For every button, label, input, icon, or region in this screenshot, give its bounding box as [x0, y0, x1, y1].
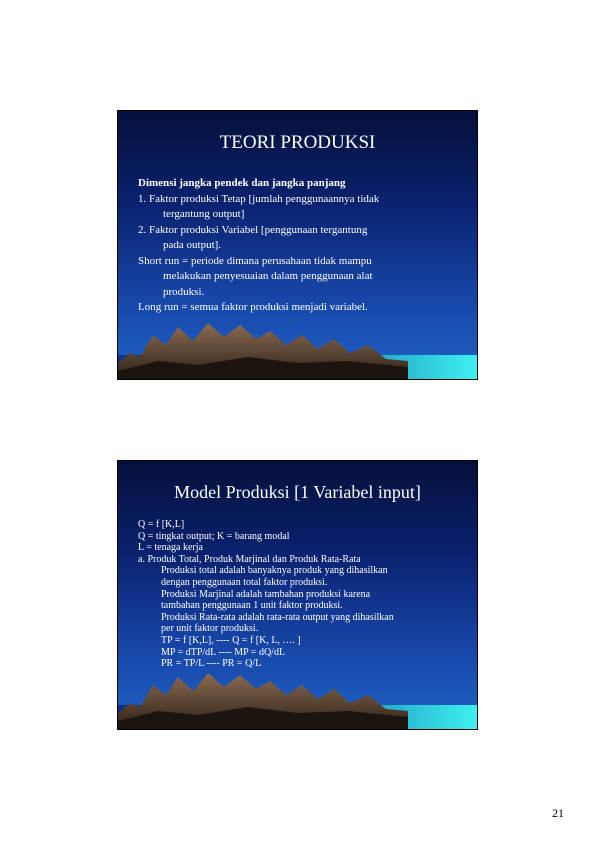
text-line: PR = TP/L ---- PR = Q/L	[161, 658, 262, 670]
text-line: per unit faktor produksi.	[161, 623, 259, 635]
text-line: MP = dTP/dL ---- MP = dQ/dL	[161, 646, 286, 658]
text-line: produksi.	[163, 285, 205, 298]
text-line: dengan penggunaan total faktor produksi.	[161, 576, 328, 588]
slide-model-produksi	[118, 461, 477, 729]
text-line: tergantung output]	[163, 208, 245, 220]
text-line: TP = f [K,L], ---- Q = f [K, L, …. ]	[161, 634, 301, 646]
text-line: Dimensi jangka pendek dan jangka panjang	[138, 177, 346, 189]
text-line: Q = f [K,L]	[138, 519, 185, 530]
text-line: Produksi Marjinal adalah tambahan produksi karena	[161, 588, 371, 600]
text-line: pada output].	[163, 239, 222, 251]
text-line: 2. Faktor produksi Variabel [penggunaan tergantung	[138, 223, 368, 236]
text-line: Produksi total adalah banyaknya produk yang dihasilkan	[161, 565, 388, 577]
slide-body	[138, 519, 467, 670]
slide-title: Model Produksi [1 Variabel input]	[174, 482, 421, 502]
text-line: Produksi Rata-rata adalah rata-rata output yang dihasilkan	[161, 611, 394, 623]
text-line: Short run = periode dimana perusahaan tidak mampu	[138, 254, 372, 267]
page-number: 21	[552, 806, 564, 820]
text-line: a. Produk Total, Produk Marjinal dan Produk Rata-Rata	[138, 553, 361, 565]
text-line: Long run = semua faktor produksi menjadi variabel.	[138, 301, 368, 313]
slide-title: TEORI PRODUKSI	[219, 132, 376, 153]
slide-teori-produksi	[118, 111, 477, 379]
mountain-landscape	[118, 655, 477, 729]
text-line: L = tenaga kerja	[138, 542, 203, 554]
text-line: tambahan penggunaan 1 unit faktor produksi.	[161, 600, 343, 612]
text-line: Q = tingkat output; K = barang modal	[138, 530, 290, 542]
text-line: melakukan penyesuaian dalam penggunaan alat	[163, 270, 373, 282]
slide-body	[138, 176, 467, 316]
text-line: 1. Faktor produksi Tetap [jumlah penggunaannya tidak	[138, 192, 380, 205]
mountain-landscape	[118, 305, 477, 379]
